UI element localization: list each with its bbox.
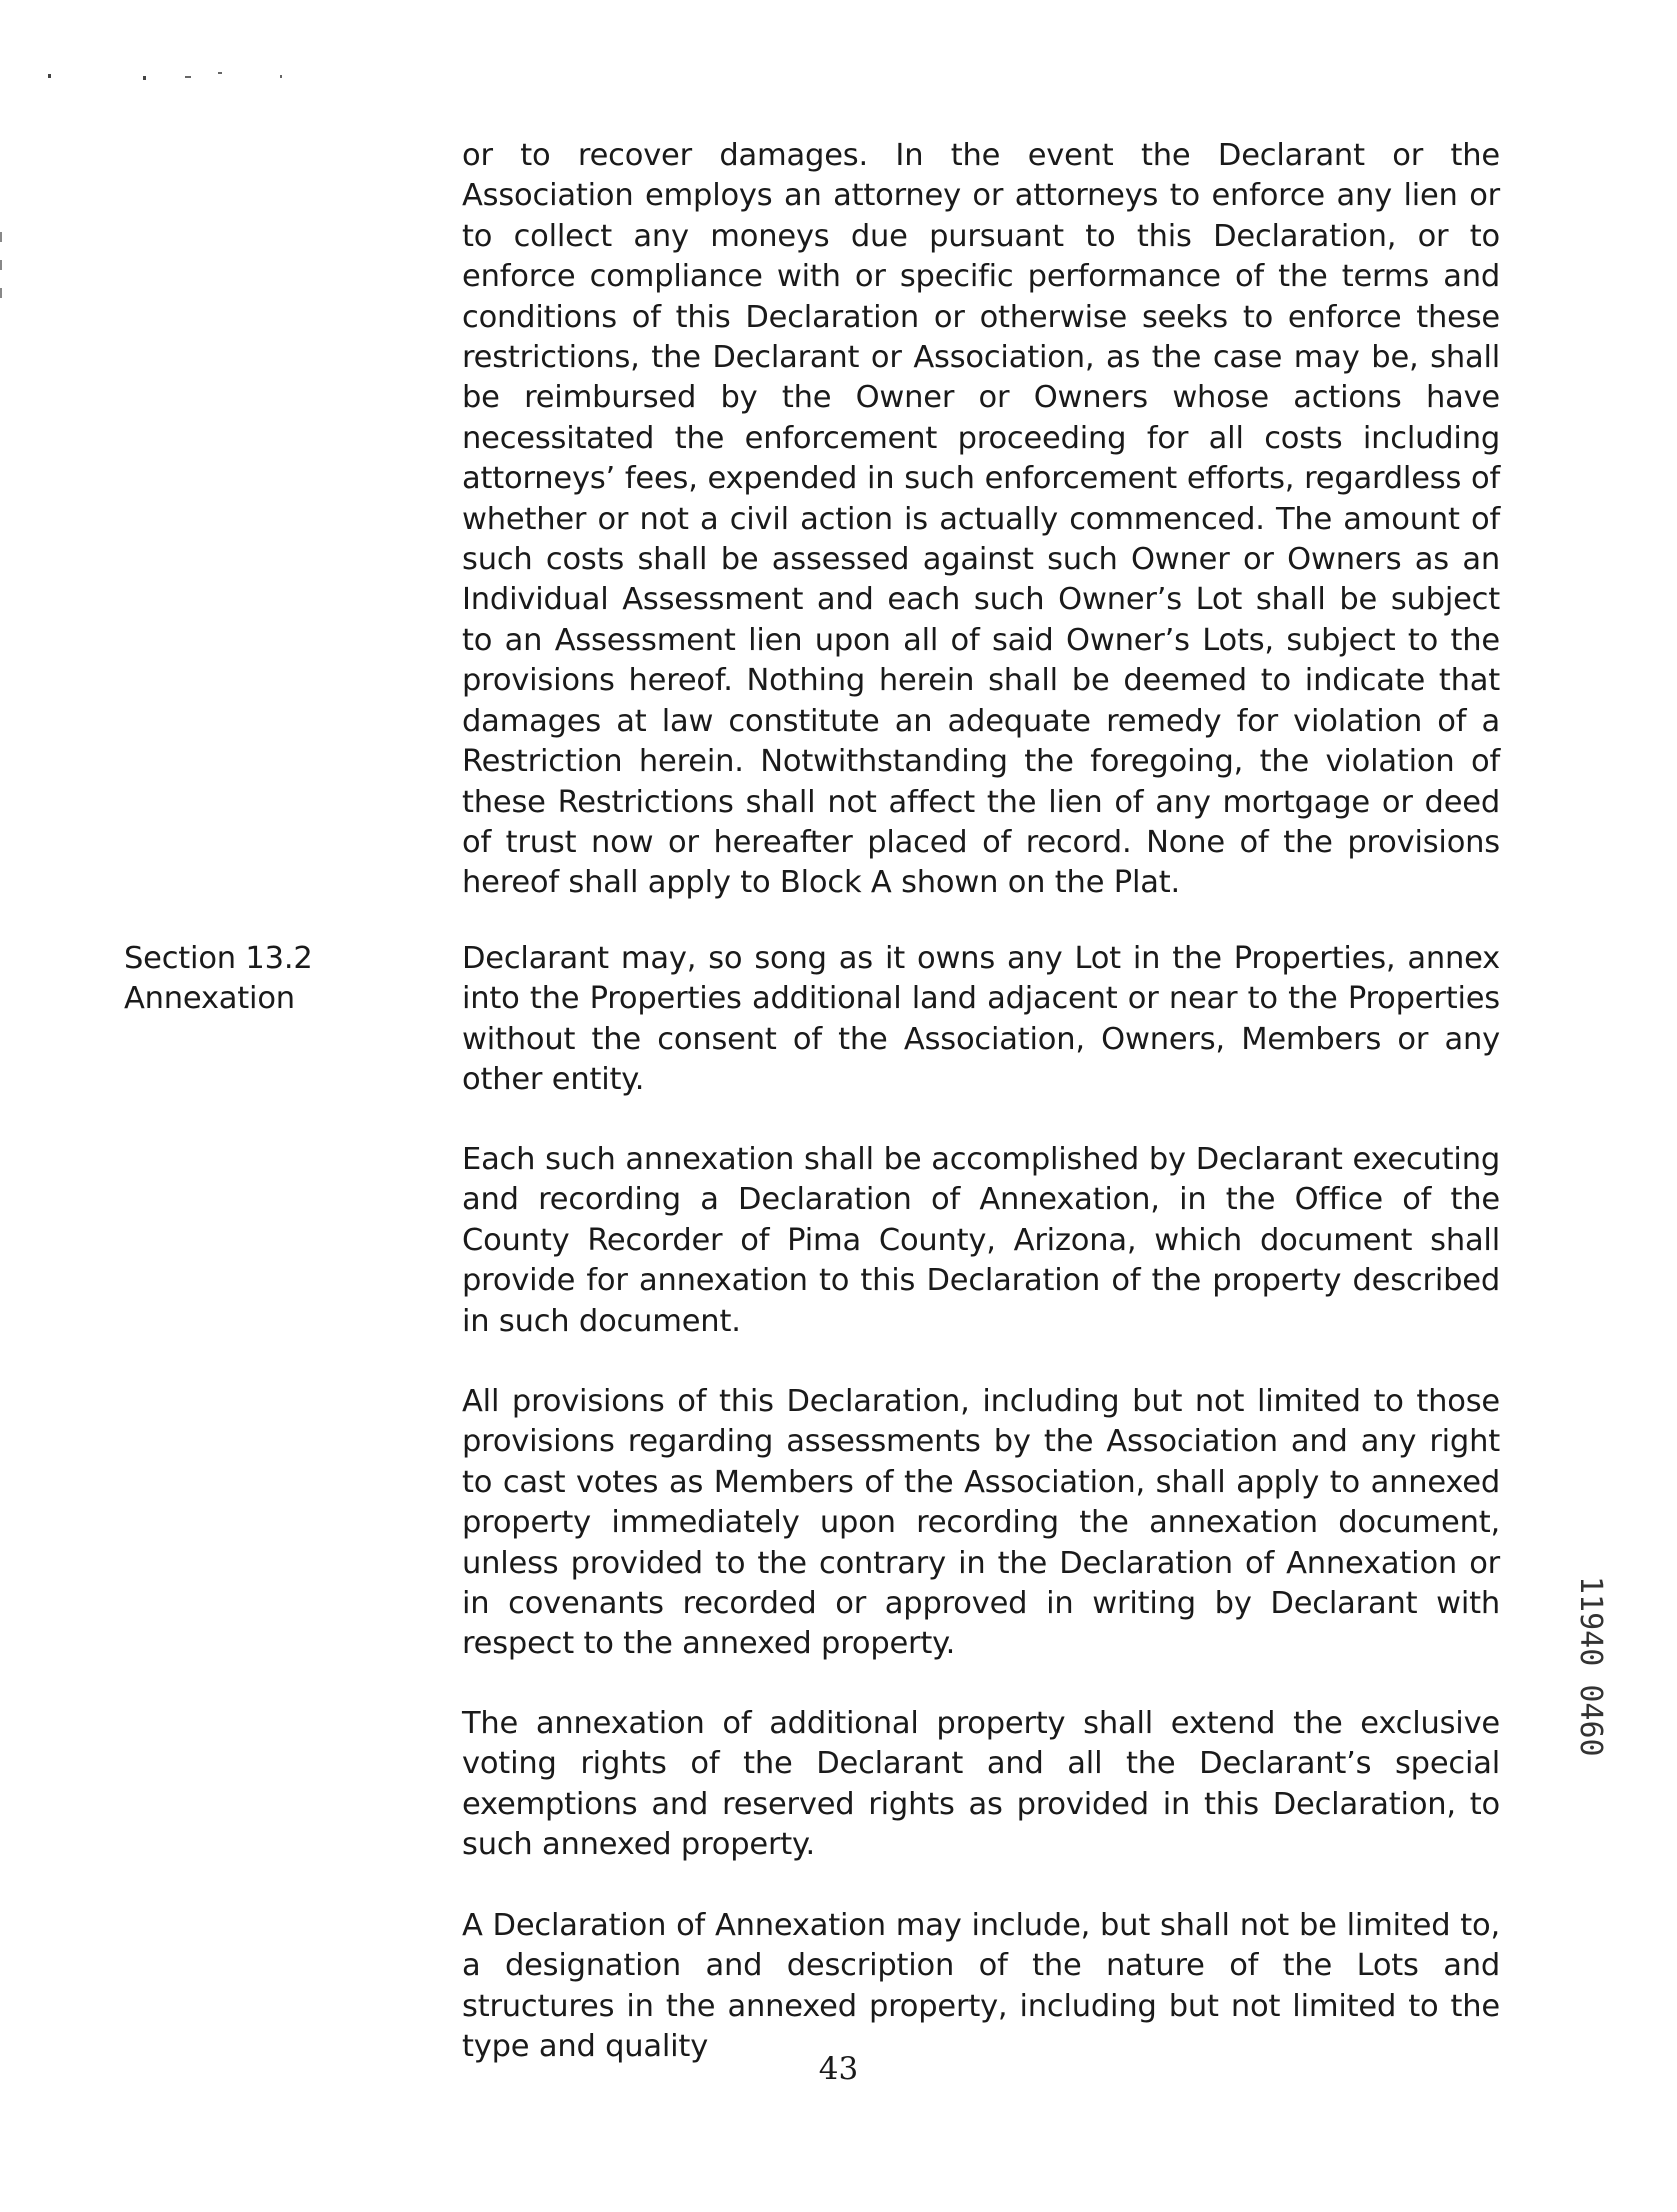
recording-stamp-text: 11940 0460 [1573,1576,1608,1757]
section-heading [124,939,444,1020]
paragraph-3: All provisions of this Declaration, including but not limited to those provisions regarding assessments by the Association and any right to cast votes as Members of the Association, shall apply to annexed property immediately upon recording the annexation document, unless provided to the contrary in the Declaration of Annexation or in covenants recorded or approved in writing by Declarant with respect to the annexed property. [462,1384,1500,1662]
paragraph-intro: or to recover damages. In the event the Declarant or the Association employs an attorney or attorneys to enforce any lien or to collect any moneys due pursuant to this Declaration, or to enforce compliance with or specific performance of the terms and conditions of this Declaration or otherwise seeks to enforce these restrictions, the Declarant or Association, as the case may be, shall be reimbursed by the Owner or Owners whose actions have necessitated the enforcement proceeding for all costs including attorneys’ fees, expended in such enforcement efforts, regardless of whether or not a civil action is actually commenced. The amount of such costs shall be assessed against such Owner or Owners as an Individual Assessment and each such Owner’s Lot shall be subject to an Assessment lien upon all of said Owner’s Lots, subject to the provisions hereof. Nothing herein shall be deemed to indicate that damages at law constitute an adequate remedy for violation of a Restriction herein. Notwithstanding the foregoing, the violation of these Restrictions shall not affect the lien of any mortgage or deed of trust now or hereafter placed of record. None of the provisions hereof shall apply to Block A shown on the Plat. [462,138,1500,901]
scan-artifact-marks [48,66,288,86]
paragraph-4: The annexation of additional property shall extend the exclusive voting rights of the Declarant and all the Declarant’s special exemptions and reserved rights as provided in this Declaration, to such annexed property. [462,1706,1500,1863]
recording-stamp [1559,1568,1619,2008]
section-title: Annexation [124,981,295,1017]
left-margin-marks [0,232,4,302]
paragraph-5: A Declaration of Annexation may include, but shall not be limited to, a designation and description of the nature of the Lots and structures in the annexed property, including but not limited to the type and quality [462,1908,1500,2065]
page-number: 43 [818,2051,859,2087]
paragraph-2: Each such annexation shall be accomplished by Declarant executing and recording a Declaration of Annexation, in the Office of the County Recorder of Pima County, Arizona, which document shall provide for annexation to this Declaration of the property described in such document. [462,1142,1500,1339]
paragraph-1: Declarant may, so song as it owns any Lot in the Properties, annex into the Properties additional land adjacent or near to the Properties without the consent of the Association, Owners, Members or any other entity. [462,941,1500,1098]
section-number: Section 13.2 [124,941,313,976]
